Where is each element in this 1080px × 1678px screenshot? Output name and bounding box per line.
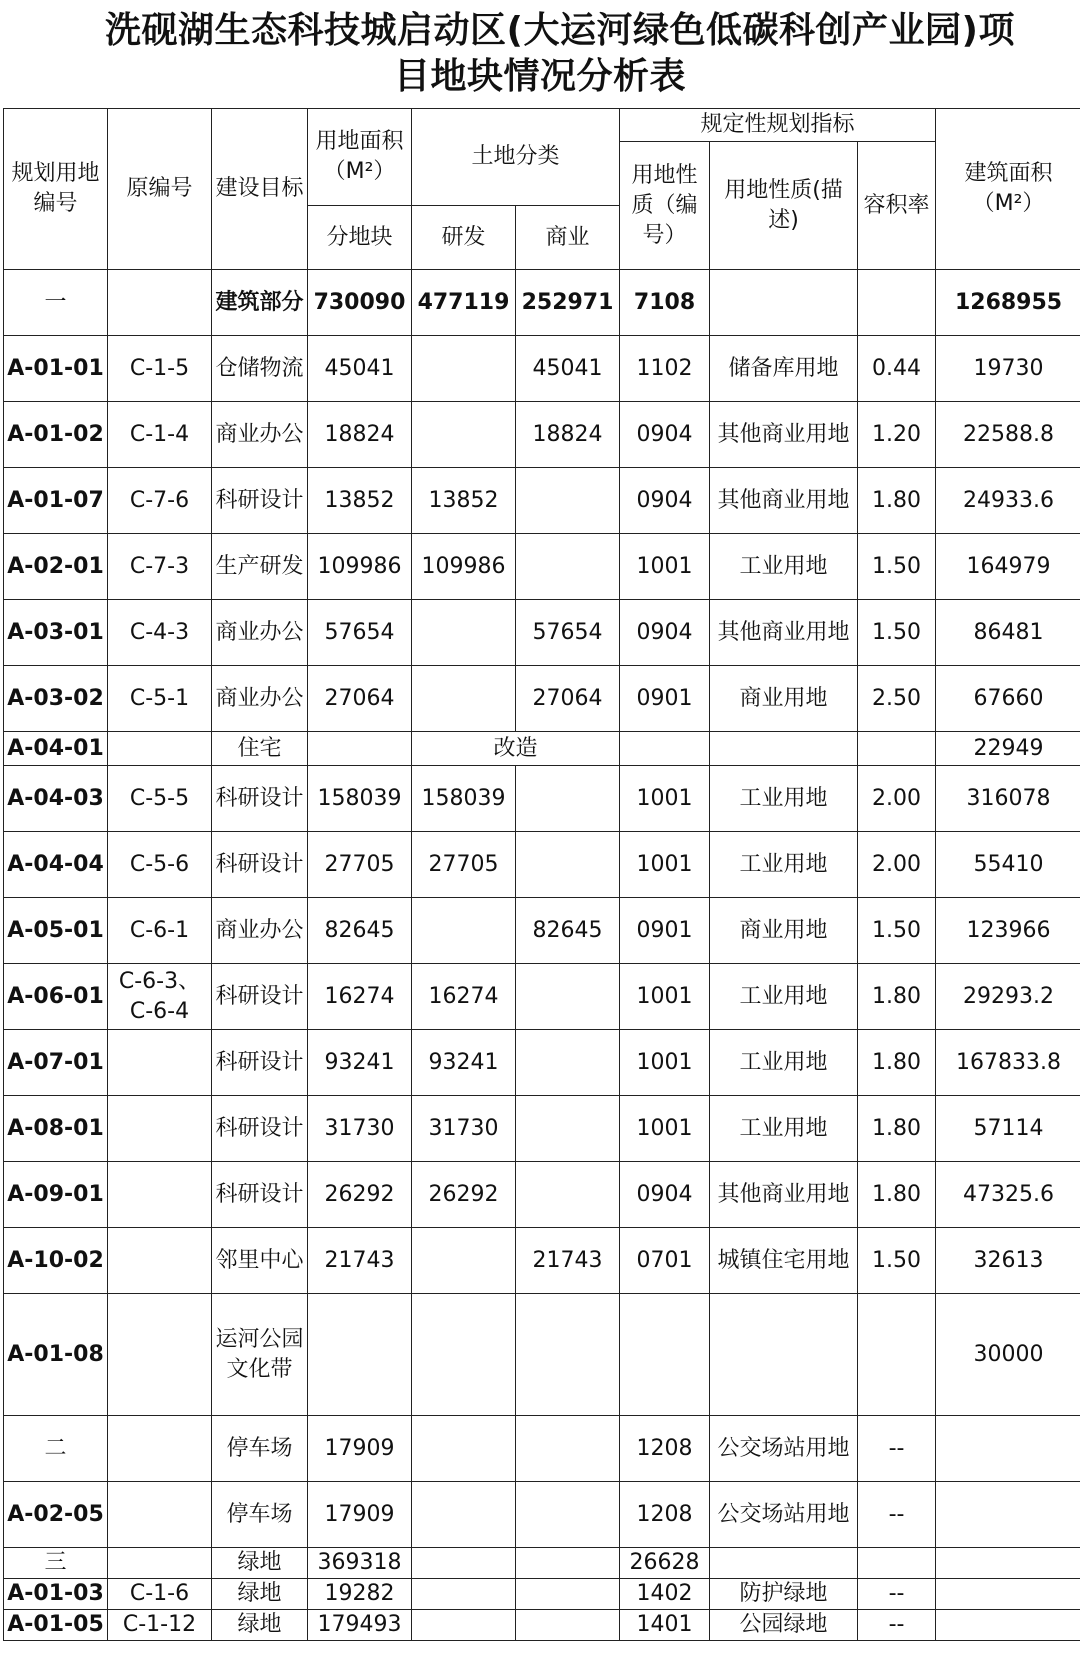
table-row [4, 964, 1080, 1030]
cell-target: 科研设计 [212, 1096, 308, 1162]
cell-rnd: 13852 [412, 468, 516, 534]
cell-plan-code: A-01-03 [4, 1579, 108, 1610]
cell-area: 27064 [308, 666, 412, 732]
cell-area: 109986 [308, 534, 412, 600]
cell-plan-code: A-04-03 [4, 766, 108, 832]
cell-land-use-desc: 其他商业用地 [710, 402, 858, 468]
page-title [0, 8, 1080, 100]
table-row [4, 534, 1080, 600]
cell-build-area: 30000 [936, 1294, 1080, 1416]
cell-land-use-code: 1208 [620, 1416, 710, 1482]
cell-plan-code: A-04-04 [4, 832, 108, 898]
cell-orig-code: C-7-3 [108, 534, 212, 600]
cell-land-use-code: 0904 [620, 468, 710, 534]
cell-land-use-code: 0904 [620, 402, 710, 468]
cell-build-area [936, 1579, 1080, 1610]
cell-orig-code [108, 1294, 212, 1416]
table-row [4, 1294, 1080, 1416]
cell-land-use-desc [710, 270, 858, 336]
cell-plan-code: 一 [4, 270, 108, 336]
cell-far: 1.80 [858, 1162, 936, 1228]
cell-rnd: 27705 [412, 832, 516, 898]
cell-land-use-code: 1001 [620, 766, 710, 832]
cell-orig-code: C-5-1 [108, 666, 212, 732]
cell-plan-code: A-01-05 [4, 1610, 108, 1641]
cell-target: 商业办公 [212, 666, 308, 732]
cell-build-area: 32613 [936, 1228, 1080, 1294]
table-row [4, 1228, 1080, 1294]
cell-land-use-desc: 商业用地 [710, 666, 858, 732]
table-row [4, 270, 1080, 336]
cell-far: 1.50 [858, 534, 936, 600]
cell-build-area: 86481 [936, 600, 1080, 666]
table-row [4, 336, 1080, 402]
cell-rnd [412, 1548, 516, 1579]
cell-far: 2.00 [858, 766, 936, 832]
cell-commerce: 252971 [516, 270, 620, 336]
cell-land-use-desc: 公园绿地 [710, 1610, 858, 1641]
cell-far: -- [858, 1416, 936, 1482]
cell-land-use-desc: 防护绿地 [710, 1579, 858, 1610]
cell-far: 1.50 [858, 1228, 936, 1294]
cell-rnd: 26292 [412, 1162, 516, 1228]
cell-area: 369318 [308, 1548, 412, 1579]
cell-land-use-desc: 工业用地 [710, 1096, 858, 1162]
cell-orig-code [108, 270, 212, 336]
cell-far [858, 1294, 936, 1416]
header-far: 容积率 [858, 142, 936, 270]
cell-rnd: 477119 [412, 270, 516, 336]
cell-orig-code: C-6-3、C-6-4 [108, 964, 212, 1030]
cell-area: 26292 [308, 1162, 412, 1228]
cell-commerce [516, 1030, 620, 1096]
cell-far: 1.50 [858, 898, 936, 964]
cell-plan-code: A-01-02 [4, 402, 108, 468]
cell-build-area: 57114 [936, 1096, 1080, 1162]
cell-target: 绿地 [212, 1548, 308, 1579]
cell-land-use-desc: 其他商业用地 [710, 1162, 858, 1228]
cell-area: 16274 [308, 964, 412, 1030]
header-commerce: 商业 [516, 206, 620, 270]
cell-build-area: 47325.6 [936, 1162, 1080, 1228]
cell-area [308, 1294, 412, 1416]
cell-target: 商业办公 [212, 898, 308, 964]
cell-area: 17909 [308, 1482, 412, 1548]
cell-orig-code [108, 1548, 212, 1579]
cell-plan-code: A-08-01 [4, 1096, 108, 1162]
cell-land-use-desc: 公交场站用地 [710, 1416, 858, 1482]
cell-far: 1.20 [858, 402, 936, 468]
header-target: 建设目标 [212, 109, 308, 270]
cell-commerce: 45041 [516, 336, 620, 402]
cell-build-area: 22949 [936, 732, 1080, 766]
cell-land-use-desc: 公交场站用地 [710, 1482, 858, 1548]
cell-commerce [516, 766, 620, 832]
cell-plan-code: A-06-01 [4, 964, 108, 1030]
cell-area [308, 732, 412, 766]
cell-plan-code: A-02-05 [4, 1482, 108, 1548]
cell-area: 179493 [308, 1610, 412, 1641]
cell-land-use-code: 0904 [620, 600, 710, 666]
cell-target: 住宅 [212, 732, 308, 766]
cell-commerce: 82645 [516, 898, 620, 964]
cell-commerce: 21743 [516, 1228, 620, 1294]
cell-land-use-code: 1001 [620, 534, 710, 600]
cell-land-use-code: 1001 [620, 1030, 710, 1096]
table-row [4, 1482, 1080, 1548]
table-row [4, 1416, 1080, 1482]
cell-rnd: 109986 [412, 534, 516, 600]
table-row [4, 732, 1080, 766]
cell-commerce [516, 1610, 620, 1641]
cell-land-use-desc: 工业用地 [710, 766, 858, 832]
cell-target: 商业办公 [212, 600, 308, 666]
cell-far: 1.80 [858, 1096, 936, 1162]
header-reg-index: 规定性规划指标 [620, 109, 936, 142]
table-row [4, 1579, 1080, 1610]
cell-far: 1.80 [858, 468, 936, 534]
cell-rnd [412, 666, 516, 732]
cell-build-area: 164979 [936, 534, 1080, 600]
table-row [4, 832, 1080, 898]
cell-land-use-code [620, 1294, 710, 1416]
cell-rnd: 31730 [412, 1096, 516, 1162]
cell-target: 邻里中心 [212, 1228, 308, 1294]
cell-far: 0.44 [858, 336, 936, 402]
cell-plan-code: A-10-02 [4, 1228, 108, 1294]
cell-commerce [516, 1482, 620, 1548]
cell-land-use-desc [710, 1548, 858, 1579]
cell-build-area: 55410 [936, 832, 1080, 898]
cell-rnd [412, 1610, 516, 1641]
cell-land-use-desc: 工业用地 [710, 1030, 858, 1096]
cell-plan-code: 三 [4, 1548, 108, 1579]
cell-plan-code: A-01-08 [4, 1294, 108, 1416]
table-row [4, 898, 1080, 964]
cell-rnd [412, 1482, 516, 1548]
cell-build-area: 167833.8 [936, 1030, 1080, 1096]
cell-orig-code [108, 1030, 212, 1096]
header-land-class: 土地分类 [412, 109, 620, 206]
cell-area: 17909 [308, 1416, 412, 1482]
cell-orig-code: C-5-5 [108, 766, 212, 832]
cell-orig-code: C-1-4 [108, 402, 212, 468]
header-orig-code: 原编号 [108, 109, 212, 270]
cell-commerce [516, 832, 620, 898]
land-parcel-table [3, 108, 1080, 1641]
cell-build-area: 24933.6 [936, 468, 1080, 534]
cell-plan-code: A-01-07 [4, 468, 108, 534]
cell-orig-code [108, 1228, 212, 1294]
cell-commerce: 57654 [516, 600, 620, 666]
cell-land-use-desc [710, 732, 858, 766]
cell-land-use-desc: 工业用地 [710, 534, 858, 600]
cell-commerce [516, 1294, 620, 1416]
cell-area: 21743 [308, 1228, 412, 1294]
header-plan-code: 规划用地编号 [4, 109, 108, 270]
cell-area: 45041 [308, 336, 412, 402]
cell-far [858, 270, 936, 336]
cell-orig-code: C-5-6 [108, 832, 212, 898]
cell-target: 科研设计 [212, 832, 308, 898]
cell-orig-code: C-1-12 [108, 1610, 212, 1641]
cell-land-use-code: 1001 [620, 832, 710, 898]
cell-commerce [516, 1096, 620, 1162]
cell-land-use-desc: 工业用地 [710, 964, 858, 1030]
cell-build-area [936, 1482, 1080, 1548]
cell-target: 绿地 [212, 1610, 308, 1641]
cell-land-use-desc: 储备库用地 [710, 336, 858, 402]
table-row [4, 1162, 1080, 1228]
header-area: 用地面积（M²） [308, 109, 412, 206]
cell-land-use-code: 26628 [620, 1548, 710, 1579]
cell-orig-code: C-6-1 [108, 898, 212, 964]
cell-area: 19282 [308, 1579, 412, 1610]
cell-far: 2.50 [858, 666, 936, 732]
cell-far: -- [858, 1610, 936, 1641]
cell-rnd [412, 600, 516, 666]
cell-orig-code: C-1-5 [108, 336, 212, 402]
cell-plan-code: A-09-01 [4, 1162, 108, 1228]
cell-area: 31730 [308, 1096, 412, 1162]
cell-target: 仓储物流 [212, 336, 308, 402]
cell-build-area [936, 1548, 1080, 1579]
cell-land-use-code: 0901 [620, 898, 710, 964]
cell-land-use-code: 1001 [620, 964, 710, 1030]
header-build-area: 建筑面积（M²） [936, 109, 1080, 270]
cell-orig-code: C-4-3 [108, 600, 212, 666]
cell-area: 27705 [308, 832, 412, 898]
cell-build-area: 29293.2 [936, 964, 1080, 1030]
cell-land-use-desc: 工业用地 [710, 832, 858, 898]
cell-plan-code: A-07-01 [4, 1030, 108, 1096]
cell-rnd [412, 336, 516, 402]
title-line-2: 目地块情况分析表 [393, 56, 686, 97]
cell-target: 科研设计 [212, 468, 308, 534]
cell-orig-code: C-1-6 [108, 1579, 212, 1610]
table-row [4, 402, 1080, 468]
cell-far [858, 1548, 936, 1579]
cell-plan-code: A-03-02 [4, 666, 108, 732]
header-land-use-code: 用地性质（编号） [620, 142, 710, 270]
cell-build-area: 19730 [936, 336, 1080, 402]
cell-target: 科研设计 [212, 964, 308, 1030]
cell-build-area [936, 1610, 1080, 1641]
cell-target: 绿地 [212, 1579, 308, 1610]
table-row [4, 1096, 1080, 1162]
cell-land-use-code: 1208 [620, 1482, 710, 1548]
cell-far: 1.80 [858, 1030, 936, 1096]
cell-land-use-code: 1001 [620, 1096, 710, 1162]
cell-land-use-code: 1102 [620, 336, 710, 402]
header-rnd: 研发 [412, 206, 516, 270]
cell-land-use-code [620, 732, 710, 766]
cell-target: 生产研发 [212, 534, 308, 600]
cell-far: -- [858, 1579, 936, 1610]
cell-target: 停车场 [212, 1482, 308, 1548]
cell-plan-code: A-02-01 [4, 534, 108, 600]
cell-land-use-desc: 商业用地 [710, 898, 858, 964]
cell-commerce [516, 468, 620, 534]
cell-commerce: 18824 [516, 402, 620, 468]
cell-far: 2.00 [858, 832, 936, 898]
cell-target: 商业办公 [212, 402, 308, 468]
cell-build-area: 67660 [936, 666, 1080, 732]
cell-orig-code [108, 1416, 212, 1482]
cell-rnd: 16274 [412, 964, 516, 1030]
cell-plan-code: A-04-01 [4, 732, 108, 766]
cell-orig-code [108, 1162, 212, 1228]
cell-plan-code: 二 [4, 1416, 108, 1482]
table-row [4, 468, 1080, 534]
table-row [4, 1610, 1080, 1641]
cell-build-area [936, 1416, 1080, 1482]
cell-land-use-desc: 城镇住宅用地 [710, 1228, 858, 1294]
cell-far [858, 732, 936, 766]
cell-commerce [516, 1548, 620, 1579]
table-row [4, 666, 1080, 732]
cell-target: 科研设计 [212, 1030, 308, 1096]
cell-build-area: 123966 [936, 898, 1080, 964]
cell-target: 科研设计 [212, 1162, 308, 1228]
cell-land-use-code: 1401 [620, 1610, 710, 1641]
cell-land-use-code: 0904 [620, 1162, 710, 1228]
cell-land-use-code: 7108 [620, 270, 710, 336]
cell-area: 82645 [308, 898, 412, 964]
header-land-use-desc: 用地性质(描述) [710, 142, 858, 270]
cell-commerce [516, 1162, 620, 1228]
cell-land-use-desc [710, 1294, 858, 1416]
cell-rnd [412, 1294, 516, 1416]
cell-area: 730090 [308, 270, 412, 336]
cell-rnd [412, 898, 516, 964]
cell-rnd [412, 1416, 516, 1482]
cell-orig-code [108, 1482, 212, 1548]
cell-commerce [516, 1579, 620, 1610]
cell-land-use-code: 0701 [620, 1228, 710, 1294]
cell-area: 13852 [308, 468, 412, 534]
table-row [4, 600, 1080, 666]
cell-rnd: 93241 [412, 1030, 516, 1096]
cell-far: 1.50 [858, 600, 936, 666]
table-row [4, 766, 1080, 832]
cell-land-use-code: 0901 [620, 666, 710, 732]
cell-target: 停车场 [212, 1416, 308, 1482]
table-row [4, 1030, 1080, 1096]
cell-orig-code: C-7-6 [108, 468, 212, 534]
table-row [4, 1548, 1080, 1579]
cell-commerce [516, 534, 620, 600]
cell-far: 1.80 [858, 964, 936, 1030]
cell-orig-code [108, 1096, 212, 1162]
cell-target: 科研设计 [212, 766, 308, 832]
cell-build-area: 316078 [936, 766, 1080, 832]
cell-plan-code: A-03-01 [4, 600, 108, 666]
cell-plan-code: A-01-01 [4, 336, 108, 402]
cell-commerce: 27064 [516, 666, 620, 732]
cell-rnd [412, 1579, 516, 1610]
title-line-1: 洗砚湖生态科技城启动区(大运河绿色低碳科创产业园)项 [105, 10, 1015, 51]
cell-land-use-desc: 其他商业用地 [710, 468, 858, 534]
header-sub-plot: 分地块 [308, 206, 412, 270]
cell-area: 18824 [308, 402, 412, 468]
cell-rnd [412, 1228, 516, 1294]
cell-land-use-code: 1402 [620, 1579, 710, 1610]
cell-area: 57654 [308, 600, 412, 666]
cell-target: 运河公园文化带 [212, 1294, 308, 1416]
cell-land-use-desc: 其他商业用地 [710, 600, 858, 666]
cell-orig-code [108, 732, 212, 766]
cell-target: 建筑部分 [212, 270, 308, 336]
cell-area: 158039 [308, 766, 412, 832]
cell-plan-code: A-05-01 [4, 898, 108, 964]
cell-commerce [516, 964, 620, 1030]
cell-land-class-merged: 改造 [412, 732, 620, 766]
cell-build-area: 1268955 [936, 270, 1080, 336]
cell-commerce [516, 1416, 620, 1482]
cell-rnd [412, 402, 516, 468]
cell-far: -- [858, 1482, 936, 1548]
cell-area: 93241 [308, 1030, 412, 1096]
cell-rnd: 158039 [412, 766, 516, 832]
cell-build-area: 22588.8 [936, 402, 1080, 468]
